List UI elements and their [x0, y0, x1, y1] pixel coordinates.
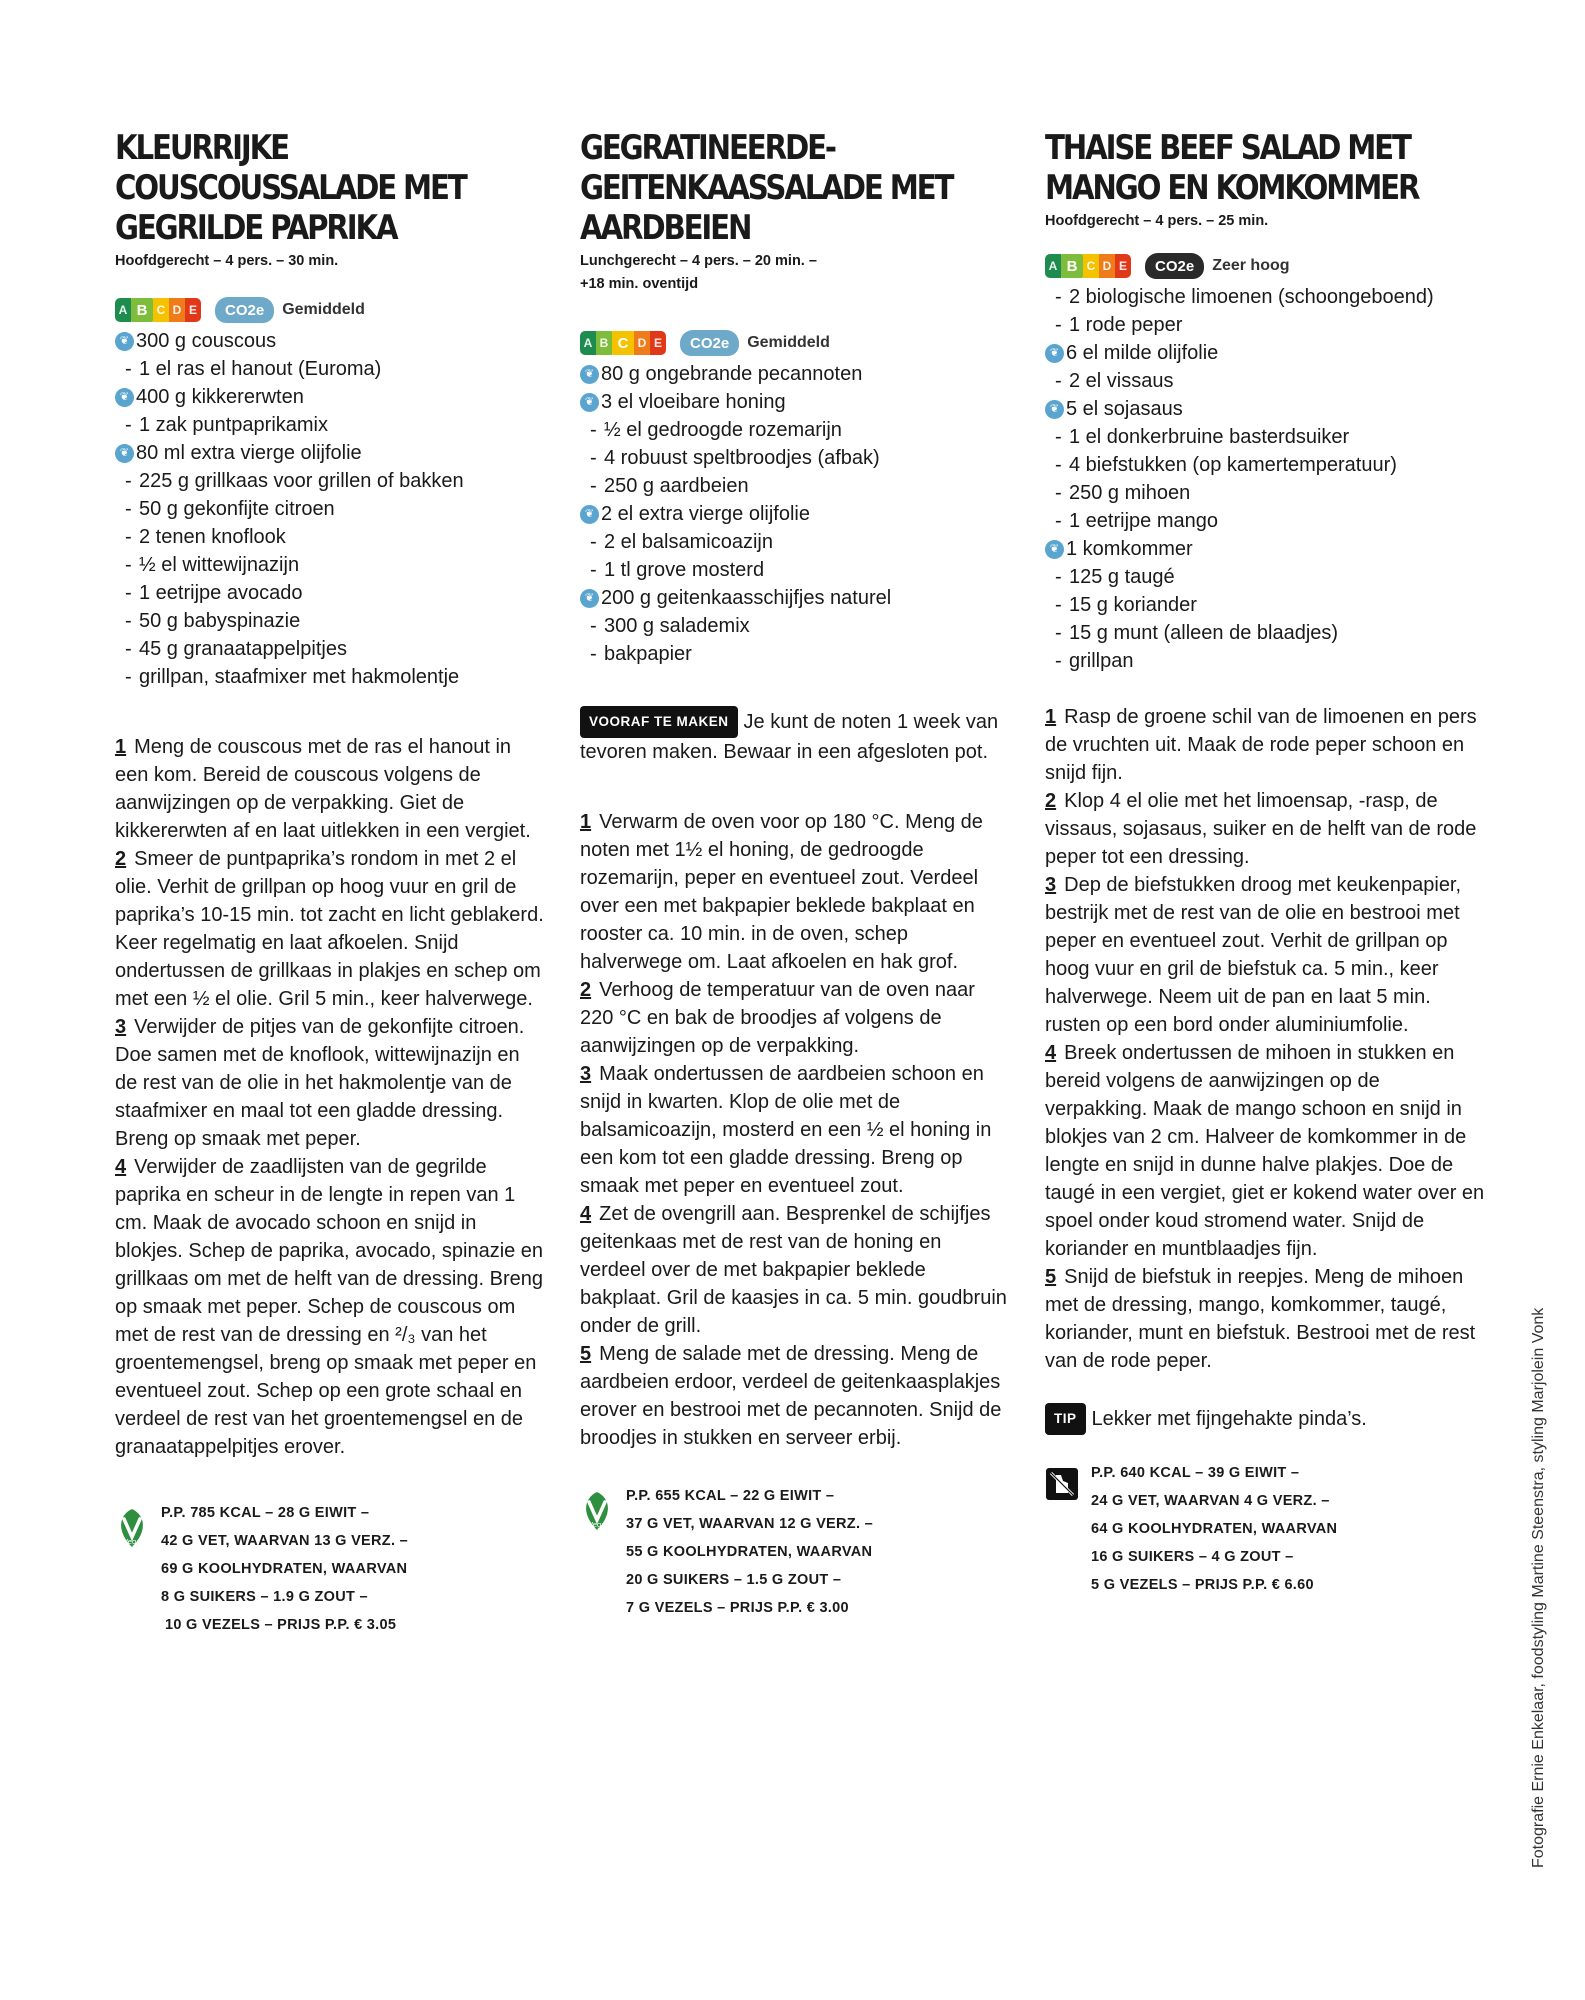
co2-cloud-icon: CO2e — [1145, 253, 1204, 279]
photo-credit: Fotografie Ernie Enkelaar, foodstyling Martine Steenstra, styling Marjolein Vonk — [1530, 1307, 1547, 1868]
step-number: 3 — [580, 1063, 592, 1085]
ingredient-list — [115, 327, 545, 691]
ingredient-text: - 1 eetrijpe mango — [1069, 510, 1218, 532]
svg-text:Vega: Vega — [123, 1538, 141, 1546]
step-text: Verhoog de temperatuur van de oven naar 220 °C en bak de broodjes af volgens de aanwijzingen op de verpakking. — [580, 979, 975, 1057]
step-number: 5 — [580, 1343, 592, 1365]
leaf-icon: ❦ — [115, 388, 134, 407]
nutri-score-letter: B — [596, 331, 612, 355]
nutri-score-letter: D — [1099, 254, 1115, 278]
ingredient-text: - 1 tl grove mosterd — [604, 559, 765, 581]
leaf-icon: ❦ — [115, 444, 134, 463]
step-number: 1 — [115, 736, 127, 758]
ingredient-item — [115, 663, 545, 691]
step-text: Klop 4 el olie met het limoensap, -rasp, de vissaus, sojasaus, suiker en de helft van de rode peper tot een dressing. — [1045, 790, 1477, 868]
ingredient-text: - 1 rode peper — [1069, 314, 1183, 336]
ingredient-text: - 2 el balsamicoazijn — [604, 531, 773, 553]
ingredient-text: 300 g couscous — [136, 330, 277, 352]
step-number: 2 — [1045, 790, 1057, 812]
ingredient-item — [115, 551, 545, 579]
leaf-icon: ❦ — [1045, 344, 1064, 363]
ingredient-item — [580, 472, 1010, 500]
ingredient-item — [115, 523, 545, 551]
ingredient-text: - 45 g granaatappelpitjes — [139, 638, 347, 660]
ingredient-item — [580, 444, 1010, 472]
ingredient-text: - 1 el ras el hanout (Euroma) — [139, 358, 382, 380]
ingredient-item — [1045, 283, 1485, 311]
nutrition-line: 10 G VEZELS – PRIJS P.P. € 3.05 — [165, 1617, 397, 1633]
step-text: Snijd de biefstuk in reepjes. Meng de mihoen met de dressing, mango, komkommer, taugé, koriander, munt en biefstuk. Bestrooi met de rest van de rode peper. — [1045, 1266, 1476, 1372]
ingredient-text: - 250 g mihoen — [1069, 482, 1191, 504]
nutri-score-letter: A — [1045, 254, 1061, 278]
ingredient-text: - 300 g salademix — [604, 615, 750, 637]
ingredient-text: 80 g ongebrande pecannoten — [601, 363, 863, 385]
step-list — [580, 808, 1010, 1452]
ingredient-text: 5 el sojasaus — [1066, 398, 1183, 420]
recipe-couscoussalade — [115, 128, 545, 1639]
nutri-score-letter: E — [650, 331, 666, 355]
step — [580, 808, 1010, 976]
recipe-meta: Hoofdgerecht – 4 pers. – 25 min. — [1045, 213, 1269, 229]
nutri-score-letter: B — [131, 298, 153, 322]
nutrition-line: 37 G VET, WAARVAN 12 G VERZ. – — [626, 1516, 873, 1532]
label-row — [580, 326, 1010, 360]
ingredient-text: - 1 eetrijpe avocado — [139, 582, 303, 604]
ingredient-text: - grillpan, staafmixer met hakmolentje — [139, 666, 460, 688]
step-number: 4 — [1045, 1042, 1057, 1064]
vega-icon — [580, 1482, 624, 1622]
leaf-icon: ❦ — [580, 365, 599, 384]
step-number: 3 — [115, 1016, 127, 1038]
ingredient-text: - 50 g babyspinazie — [139, 610, 301, 632]
nutrition-text — [626, 1482, 873, 1622]
ingredient-item — [1045, 423, 1485, 451]
co2-label: Gemiddeld — [282, 301, 365, 318]
ingredient-text: 1 komkommer — [1066, 538, 1193, 560]
step-number: 1 — [580, 811, 592, 833]
ingredient-text: - 225 g grillkaas voor grillen of bakken — [139, 470, 464, 492]
ingredient-text: - 4 biefstukken (op kamertemperatuur) — [1069, 454, 1397, 476]
step-text: Dep de biefstukken droog met keukenpapier, bestrijk met de rest van de olie en bestrooi met peper en eventueel zout. Verhit de grillpan op hoog vuur en gril de biefstuk ca. 5 min., keer halverwege. Neem uit de pan en laat 5 min. rusten op een bord onder aluminiumfolie. — [1045, 874, 1462, 1036]
ingredient-item — [115, 467, 545, 495]
step-text: Smeer de puntpaprika’s rondom in met 2 el olie. Verhit de grillpan op hoog vuur en gril de paprika’s 10-15 min. tot zacht en licht geblakerd. Keer regelmatig en laat afkoelen. Snijd ondertussen de grillkaas in plakjes en schep om met een ½ el olie. Gril 5 min., keer halverwege. — [115, 848, 544, 1010]
recipe-title: KLEURRIJKE COUSCOUSSALADE MET GEGRILDE PAPRIKA — [115, 128, 466, 248]
prep-tag: VOORAF TE MAKEN — [580, 706, 738, 738]
step-text: Meng de salade met de dressing. Meng de aardbeien erdoor, verdeel de geitenkaasplakjes erover en bestrooi met de pecannoten. Snijd de broodjes in stukken en serveer erbij. — [580, 1343, 1002, 1449]
nutrition-line: 20 G SUIKERS – 1.5 G ZOUT – — [626, 1572, 842, 1588]
step-text: Breek ondertussen de mihoen in stukken en bereid volgens de aanwijzingen op de verpakking. Maak de mango schoon en snijd in blokjes van 2 cm. Halveer de komkommer in de lengte en snijd in dunne halve plakjes. Doe de taugé in een vergiet, giet er kokend water over en spoel onder koud stromend water. Snijd de koriander en muntblaadjes fijn. — [1045, 1042, 1485, 1260]
vega-icon — [115, 1499, 159, 1639]
nutri-score-letter: B — [1061, 254, 1083, 278]
nutrition-block — [115, 1499, 545, 1639]
ingredient-text: - 2 tenen knoflook — [139, 526, 286, 548]
ingredient-text: 2 el extra vierge olijfolie — [601, 503, 810, 525]
nutri-score-badge — [580, 331, 666, 355]
ingredient-item — [580, 388, 1010, 416]
step-text: Verwarm de oven voor op 180 °C. Meng de noten met 1½ el honing, de gedroogde rozemarijn, peper en eventueel zout. Verdeel over een met bakpapier beklede bakplaat en rooster ca. 10 min. in de oven, schep halverwege om. Laat afkoelen en hak grof. — [580, 811, 983, 973]
ingredient-item — [1045, 395, 1485, 423]
ingredient-item — [580, 612, 1010, 640]
step — [115, 1013, 545, 1153]
tip-tag: TIP — [1045, 1403, 1086, 1435]
co2-label: Zeer hoog — [1212, 257, 1290, 274]
leaf-icon: ❦ — [115, 332, 134, 351]
nutrition-line: 55 G KOOLHYDRATEN, WAARVAN — [626, 1544, 873, 1560]
step-number: 2 — [580, 979, 592, 1001]
ingredient-text: - 2 biologische limoenen (schoongeboend) — [1069, 286, 1434, 308]
step — [115, 845, 545, 1013]
step-number: 3 — [1045, 874, 1057, 896]
nutri-score-badge — [1045, 254, 1131, 278]
nutri-score-letter: E — [1115, 254, 1131, 278]
step-text: Zet de ovengrill aan. Besprenkel de schijfjes geitenkaas met de rest van de honing en verdeel over de met bakpapier beklede bakplaat. Gril de kaasjes in ca. 5 min. goudbruin onder de grill. — [580, 1203, 1007, 1337]
step — [580, 1060, 1010, 1200]
ingredient-item — [1045, 451, 1485, 479]
nutrition-line: 8 G SUIKERS – 1.9 G ZOUT – — [161, 1589, 368, 1605]
ingredient-item — [115, 495, 545, 523]
ingredient-text: - 4 robuust speltbroodjes (afbak) — [604, 447, 880, 469]
ingredient-item — [115, 635, 545, 663]
ingredient-item — [115, 411, 545, 439]
step-text: Verwijder de pitjes van de gekonfijte citroen. Doe samen met de knoflook, wittewijnazijn en de rest van de olie in het hakmolentje van de staafmixer en maal tot een gladde dressing. Breng op smaak met peper. — [115, 1016, 525, 1150]
ingredient-item — [1045, 367, 1485, 395]
ingredient-item — [115, 579, 545, 607]
ingredient-text: - ½ el gedroogde rozemarijn — [604, 419, 842, 441]
ingredient-text: - ½ el wittewijnazijn — [139, 554, 300, 576]
svg-text:Vega: Vega — [588, 1521, 606, 1529]
ingredient-item — [115, 607, 545, 635]
step-list — [1045, 703, 1485, 1375]
ingredient-text: - 50 g gekonfijte citroen — [139, 498, 335, 520]
prep-note-text: Je kunt de noten 1 week van tevoren maken. Bewaar in een afgesloten pot. — [580, 711, 999, 763]
nutrition-text — [161, 1499, 408, 1639]
nutri-score-badge — [115, 298, 201, 322]
ingredient-text: - 1 el donkerbruine basterdsuiker — [1069, 426, 1350, 448]
step — [115, 1153, 545, 1461]
step-list — [115, 733, 545, 1461]
leaf-icon: ❦ — [1045, 540, 1064, 559]
ingredient-text: - 2 el vissaus — [1069, 370, 1174, 392]
nutrition-line: 7 G VEZELS – PRIJS P.P. € 3.00 — [626, 1600, 849, 1616]
ingredient-item — [580, 500, 1010, 528]
co2-cloud-icon: CO2e — [680, 330, 739, 356]
nutri-score-letter: C — [612, 331, 634, 355]
ingredient-item — [1045, 591, 1485, 619]
nutrition-block — [1045, 1459, 1485, 1599]
ingredient-text: 6 el milde olijfolie — [1066, 342, 1219, 364]
step-number: 5 — [1045, 1266, 1057, 1288]
ingredient-item — [1045, 507, 1485, 535]
step-number: 4 — [115, 1156, 127, 1178]
ingredient-item — [1045, 339, 1485, 367]
step-text: Verwijder de zaadlijsten van de gegrilde paprika en scheur in de lengte in repen van 1 cm. Maak de avocado schoon en snijd in blokjes. Schep de paprika, avocado, spinazie en grillkaas om met de helft van de dressing. Breng op smaak met peper. Schep de couscous om met de rest van de dressing en ²/₃ van het groentemengsel, breng op smaak met peper en eventueel zout. Schep op een grote schaal en verdeel de rest van het groentemengsel en de granaatappelpitjes erover. — [115, 1156, 544, 1458]
nutri-score-letter: A — [115, 298, 131, 322]
ingredient-item — [580, 360, 1010, 388]
leaf-icon: ❦ — [580, 589, 599, 608]
ingredient-item — [1045, 619, 1485, 647]
step — [580, 1200, 1010, 1340]
leaf-icon: ❦ — [1045, 400, 1064, 419]
ingredient-item — [1045, 563, 1485, 591]
nutri-score-letter: A — [580, 331, 596, 355]
nutrition-line: P.P. 655 KCAL – 22 G EIWIT – — [626, 1488, 835, 1504]
step-number: 4 — [580, 1203, 592, 1225]
recipe-title: GEGRATINEERDE-GEITENKAASSALADE MET AARDBEIEN — [580, 128, 953, 248]
co2-label: Gemiddeld — [747, 334, 830, 351]
recipe-meta: Hoofdgerecht – 4 pers. – 30 min. — [115, 253, 339, 269]
ingredient-item — [580, 416, 1010, 444]
nutrition-line: 69 G KOOLHYDRATEN, WAARVAN — [161, 1561, 408, 1577]
ingredient-text: - 1 zak puntpaprikamix — [139, 414, 328, 436]
label-row — [115, 293, 545, 327]
label-row — [1045, 249, 1485, 283]
ingredient-text: 200 g geitenkaasschijfjes naturel — [601, 587, 892, 609]
nutrition-block — [580, 1482, 1010, 1622]
nutrition-line: 16 G SUIKERS – 4 G ZOUT – — [1091, 1549, 1294, 1565]
step — [1045, 787, 1485, 871]
leaf-icon: ❦ — [580, 505, 599, 524]
nutrition-line: 64 G KOOLHYDRATEN, WAARVAN — [1091, 1521, 1338, 1537]
ingredient-text: - 15 g koriander — [1069, 594, 1197, 616]
ingredient-item — [115, 355, 545, 383]
nutri-score-letter: C — [1083, 254, 1099, 278]
leaf-icon: ❦ — [580, 393, 599, 412]
step — [1045, 871, 1485, 1039]
step — [1045, 1263, 1485, 1375]
ingredient-item — [115, 327, 545, 355]
ingredient-list — [1045, 283, 1485, 675]
step-text: Maak ondertussen de aardbeien schoon en snijd in kwarten. Klop de olie met de balsamicoazijn, mosterd en een ½ el honing in een kom tot een gladde dressing. Breng op smaak met peper en eventueel zout. — [580, 1063, 992, 1197]
nutri-score-letter: D — [634, 331, 650, 355]
step — [580, 1340, 1010, 1452]
ingredient-text: - 15 g munt (alleen de blaadjes) — [1069, 622, 1339, 644]
ingredient-item — [580, 584, 1010, 612]
ingredient-item — [580, 528, 1010, 556]
ingredient-text: - grillpan — [1069, 650, 1134, 672]
ingredient-item — [580, 640, 1010, 668]
recipe-meta — [580, 250, 1010, 296]
step — [1045, 1039, 1485, 1263]
nutrition-line: P.P. 640 KCAL – 39 G EIWIT – — [1091, 1465, 1300, 1481]
ingredient-text: 3 el vloeibare honing — [601, 391, 786, 413]
no-meat-free-icon — [1045, 1459, 1089, 1599]
nutri-score-letter: D — [169, 298, 185, 322]
nutrition-line: 42 G VET, WAARVAN 13 G VERZ. – — [161, 1533, 408, 1549]
recipe-thaise-beef-salad — [1045, 128, 1485, 1599]
step-text: Rasp de groene schil van de limoenen en pers de vruchten uit. Maak de rode peper schoon en snijd fijn. — [1045, 706, 1477, 784]
ingredient-text: 400 g kikkererwten — [136, 386, 304, 408]
nutrition-line: 24 G VET, WAARVAN 4 G VERZ. – — [1091, 1493, 1330, 1509]
ingredient-text: - 125 g taugé — [1069, 566, 1175, 588]
tip-text: Lekker met fijngehakte pinda’s. — [1091, 1408, 1367, 1430]
ingredient-item — [1045, 535, 1485, 563]
step — [1045, 703, 1485, 787]
nutrition-text — [1091, 1459, 1337, 1599]
nutri-score-letter: E — [185, 298, 201, 322]
step-number: 2 — [115, 848, 127, 870]
ingredient-text: - 250 g aardbeien — [604, 475, 749, 497]
meta-line: Lunchgerecht – 4 pers. – 20 min. – — [580, 253, 817, 269]
step — [580, 976, 1010, 1060]
ingredient-item — [580, 556, 1010, 584]
ingredient-text: - bakpapier — [604, 643, 692, 665]
ingredient-list — [580, 360, 1010, 668]
ingredient-item — [1045, 647, 1485, 675]
ingredient-item — [115, 383, 545, 411]
step-text: Meng de couscous met de ras el hanout in een kom. Bereid de couscous volgens de aanwijzingen op de verpakking. Giet de kikkererwten af en laat uitlekken in een vergiet. — [115, 736, 531, 842]
recipe-geitenkaassalade — [580, 128, 1010, 1622]
nutri-score-letter: C — [153, 298, 169, 322]
co2-cloud-icon: CO2e — [215, 297, 274, 323]
prep-note — [580, 706, 1010, 766]
ingredient-item — [115, 439, 545, 467]
meta-line: +18 min. oventijd — [580, 276, 699, 292]
ingredient-item — [1045, 479, 1485, 507]
ingredient-text: 80 ml extra vierge olijfolie — [136, 442, 362, 464]
step — [115, 733, 545, 845]
step-number: 1 — [1045, 706, 1057, 728]
nutrition-line: 5 G VEZELS – PRIJS P.P. € 6.60 — [1091, 1577, 1314, 1593]
nutrition-line: P.P. 785 KCAL – 28 G EIWIT – — [161, 1505, 370, 1521]
recipe-title: THAISE BEEF SALAD MET MANGO EN KOMKOMMER — [1045, 128, 1419, 208]
ingredient-item — [1045, 311, 1485, 339]
tip-note — [1045, 1403, 1485, 1435]
